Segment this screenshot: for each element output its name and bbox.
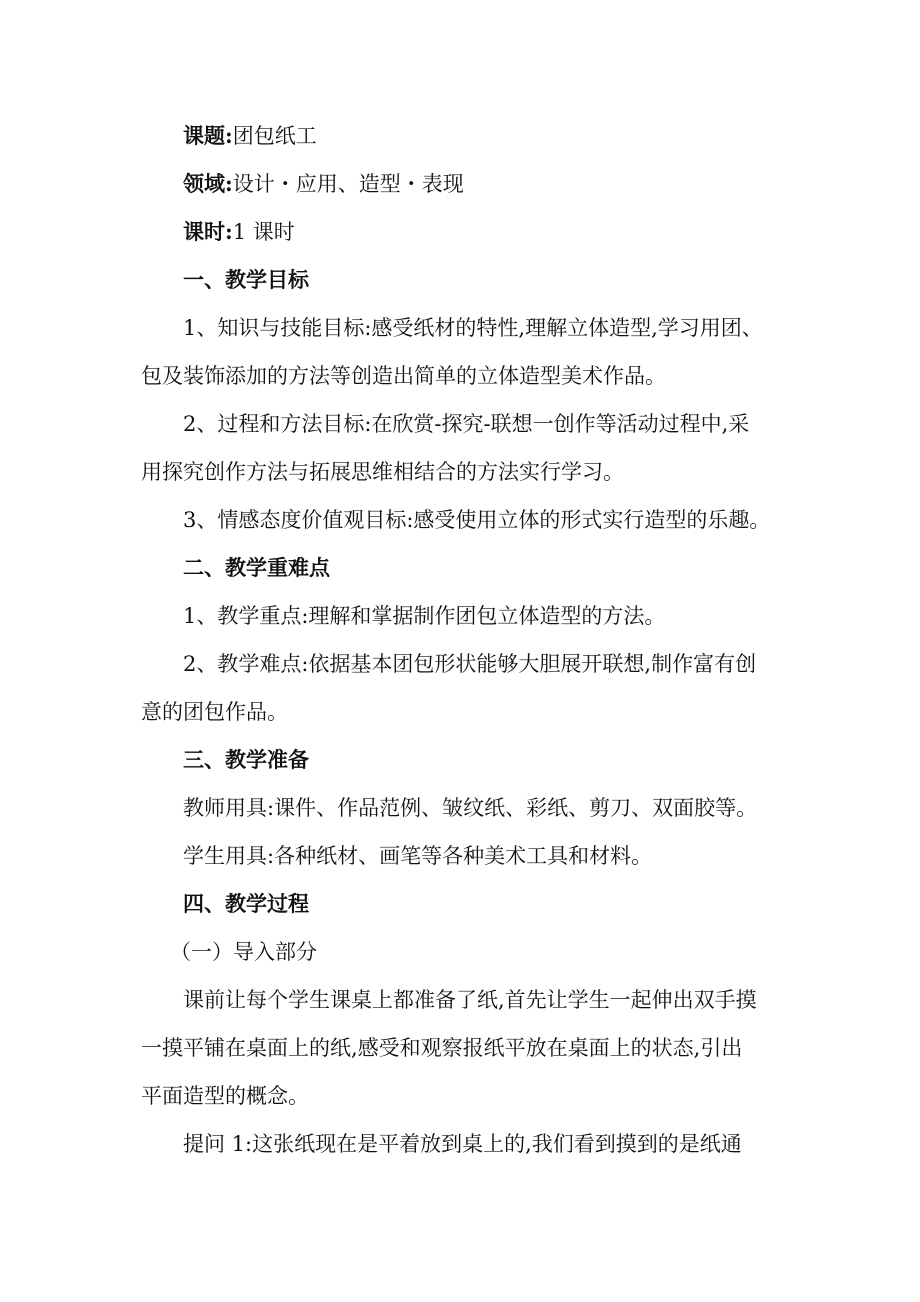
- process-para-1-line-3: 平面造型的概念。: [141, 1084, 309, 1108]
- topic-line: [183, 121, 317, 151]
- process-heading: 四、教学过程: [183, 891, 309, 916]
- topic-value: 团包纸工: [232, 124, 317, 148]
- domain-line: [183, 169, 464, 199]
- objective-1-line-1: 1、知识与技能目标:感受纸材的特性,理解立体造型,学习用团、: [183, 316, 763, 340]
- key-point-1-line-1: 1、教学重点:理解和掌据制作团包立体造型的方法。: [183, 604, 666, 628]
- objective-2-line-1: 2、过程和方法目标:在欣赏-探究-联想一创作等活动过程中,采: [183, 412, 750, 436]
- hours-line: [183, 217, 295, 247]
- process-subheading: （一）导入部分: [170, 940, 317, 964]
- objectives-heading: 一、教学目标: [183, 267, 309, 292]
- process-para-1-line-2: 一摸平铺在桌面上的纸,感受和观察报纸平放在桌面上的状态,引出: [141, 1036, 743, 1060]
- objective-1-line-2: 包及装饰添加的方法等创造出简单的立体造型美术作品。: [141, 364, 666, 388]
- key-point-2-line-1: 2、教学难点:依据基本团包形状能够大胆展开联想,制作富有创: [183, 652, 757, 676]
- key-point-2-line-2: 意的团包作品。: [141, 700, 288, 724]
- domain-label: 领域:: [183, 171, 233, 196]
- objective-2-line-2: 用探究创作方法与拓展思维相结合的方法实行学习。: [141, 460, 624, 484]
- objective-3-line-1: 3、情感态度价值观目标:感受使用立体的形式实行造型的乐趣。: [183, 508, 771, 532]
- student-tools-line: 学生用具:各种纸材、画笔等各种美术工具和材料。: [183, 844, 653, 868]
- teacher-tools-line: 教师用具:课件、作品范例、皱纹纸、彩纸、剪刀、双面胶等。: [183, 796, 758, 820]
- hours-label: 课时:: [183, 219, 233, 244]
- process-para-1-line-1: 课前让每个学生课桌上都准备了纸,首先让学生一起伸出双手摸: [183, 988, 757, 1012]
- domain-value: 设计・应用、造型・表现: [232, 172, 464, 196]
- topic-label: 课题:: [183, 123, 233, 148]
- key-points-heading: 二、教学重难点: [183, 555, 330, 580]
- hours-value: 1 课时: [232, 220, 295, 244]
- preparation-heading: 三、教学准备: [183, 747, 309, 772]
- process-para-2-line-1: 提问 1:这张纸现在是平着放到桌上的,我们看到摸到的是纸通: [183, 1132, 742, 1156]
